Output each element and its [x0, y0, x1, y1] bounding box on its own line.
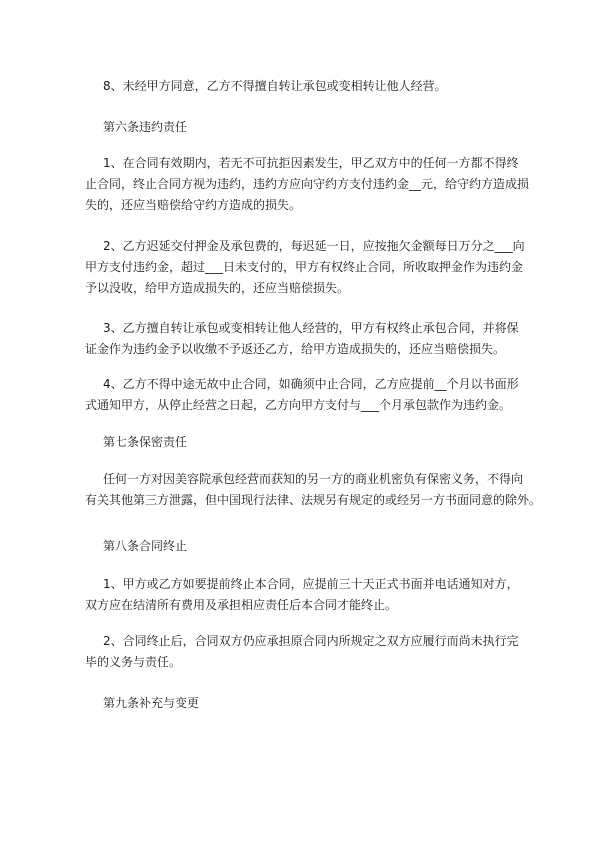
- paragraph-line: 予以没收，给甲方造成损失的，还应当赔偿损失。: [85, 281, 350, 295]
- section-8-paragraph-2: [85, 631, 525, 673]
- section-7-paragraph-1: [85, 469, 542, 511]
- paragraph-line: 任何一方对因美容院承包经营而获知的另一方的商业机密负有保密义务，不得向: [103, 472, 524, 486]
- paragraph-line: 1、甲方或乙方如要提前终止本合同，应提前三十天正式书面并电话通知对方，: [103, 577, 519, 591]
- section-6-paragraph-1: [85, 153, 530, 216]
- paragraph-line: 4、乙方不得中途无故中止合同，如确须中止合同，乙方应提前__个月以书面形: [103, 377, 519, 391]
- section-7-title: 第七条保密责任: [103, 435, 188, 449]
- section-8-title: 第八条合同终止: [103, 539, 188, 553]
- paragraph-line: 2、合同终止后，合同双方仍应承担原合同内所规定之双方应履行而尚未执行完: [103, 634, 519, 648]
- section-6-paragraph-3: [85, 318, 525, 360]
- paragraph-line: 有关其他第三方泄露，但中国现行法律、法规另有规定的或经另一方书面同意的除外。: [85, 493, 542, 507]
- section-6-paragraph-2: [85, 236, 525, 299]
- section-8-paragraph-1: [85, 574, 525, 616]
- paragraph-line: 止合同，终止合同方视为违约，违约方应向守约方支付违约金__元，给守约方造成损: [85, 177, 530, 191]
- section-6-title: 第六条违约责任: [103, 120, 188, 134]
- paragraph-line: 证金作为违约金予以收缴不予返还乙方，给甲方造成损失的，还应当赔偿损失。: [85, 342, 506, 356]
- paragraph-line: 失的，还应当赔偿给守约方造成的损失。: [85, 198, 302, 212]
- paragraph-line: 1、在合同有效期内，若无不可抗拒因素发生，甲乙双方中的任何一方都不得终: [103, 156, 519, 170]
- paragraph-line: 式通知甲方，从停止经营之日起，乙方向甲方支付与___个月承包款作为违约金。: [85, 398, 512, 412]
- section-6-paragraph-4: [85, 374, 525, 416]
- paragraph-line: 双方应在结清所有费用及承担相应责任后本合同才能终止。: [85, 598, 398, 612]
- paragraph-line: 3、乙方擅自转让承包或变相转让他人经营的，甲方有权终止承包合同，并将保: [103, 321, 519, 335]
- section-9-title: 第九条补充与变更: [103, 696, 200, 710]
- clause-item-8: 8、未经甲方同意，乙方不得擅自转让承包或变相转让他人经营。: [103, 79, 447, 93]
- paragraph-line: 2、乙方迟延交付押金及承包费的，每迟延一日，应按拖欠金额每日万分之___向: [103, 239, 525, 253]
- paragraph-line: 甲方支付违约金，超过___日未支付的，甲方有权终止合同，所收取押金作为违约金: [85, 260, 524, 274]
- paragraph-line: 毕的义务与责任。: [85, 655, 182, 669]
